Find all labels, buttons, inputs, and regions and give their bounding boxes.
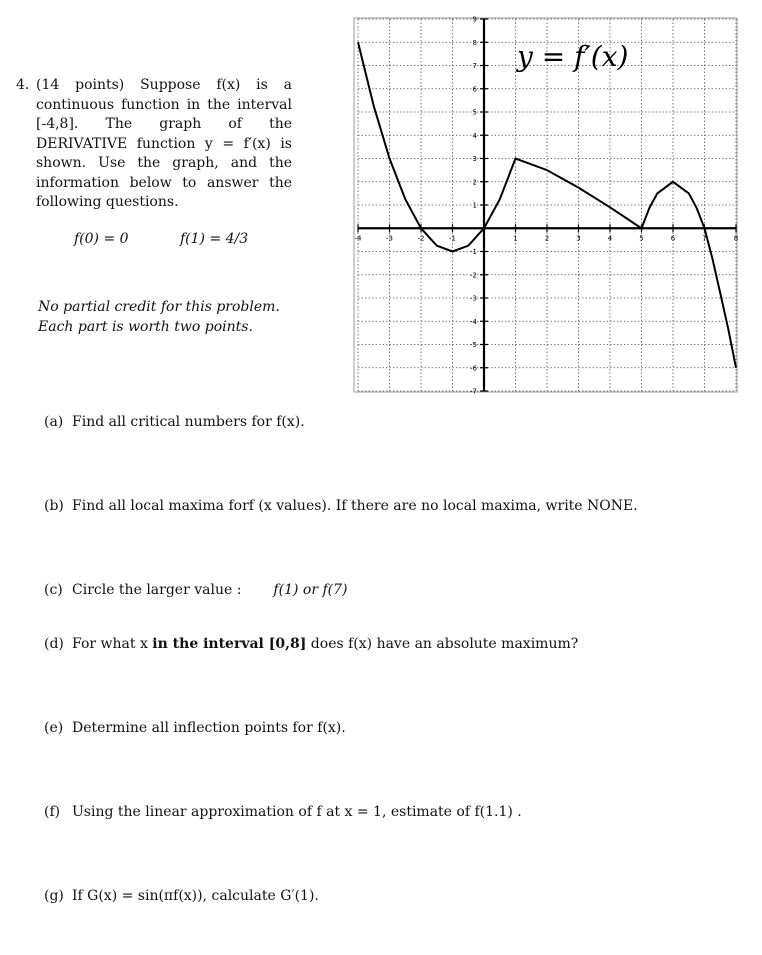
part-e xyxy=(44,720,346,736)
part-d-text-after: does f(x) have an absolute maximum? xyxy=(306,636,579,652)
part-a-text: Find all critical numbers for f(x). xyxy=(72,414,305,430)
y-tick-label: -1 xyxy=(470,248,477,256)
part-c-text: Circle the larger value : xyxy=(72,582,242,598)
problem-number: 4. xyxy=(16,77,30,93)
given-f0: f(0) = 0 xyxy=(74,231,129,247)
part-b xyxy=(44,498,638,514)
y-tick-label: 1 xyxy=(472,201,477,210)
y-tick-label: -4 xyxy=(470,317,477,326)
x-tick-label: 7 xyxy=(702,234,707,243)
part-c-choice[interactable]: f(1) or f(7) xyxy=(273,582,348,598)
x-tick-label: 2 xyxy=(544,234,550,243)
part-e-text: Determine all inflection points for f(x). xyxy=(72,720,346,736)
part-d-text-bold: in the interval [0,8] xyxy=(152,636,307,652)
x-tick-label: -4 xyxy=(354,234,362,243)
y-tick-label: 3 xyxy=(472,155,477,163)
x-tick-label: -3 xyxy=(386,234,393,243)
part-a xyxy=(44,414,305,430)
part-f-label: (f) xyxy=(44,804,61,820)
y-tick-label: -6 xyxy=(470,364,477,373)
y-tick-label: 6 xyxy=(472,85,477,94)
x-tick-label: -1 xyxy=(449,234,456,243)
x-tick-label: 8 xyxy=(733,234,739,243)
part-g xyxy=(44,888,319,904)
credit-note xyxy=(38,297,298,337)
credit-note-line-2: Each part is worth two points. xyxy=(38,319,253,335)
part-c xyxy=(44,582,347,598)
derivative-graph xyxy=(352,12,742,397)
y-tick-label: -7 xyxy=(470,387,477,396)
y-tick-label: -3 xyxy=(470,294,477,303)
x-tick-label: 5 xyxy=(639,234,644,243)
part-d xyxy=(44,636,578,652)
part-b-label: (b) xyxy=(44,498,64,514)
graph-label: y = f′(x) xyxy=(517,40,629,73)
part-f xyxy=(44,804,522,820)
part-b-text: Find all local maxima forf (x values). If there are no local maxima, write NONE. xyxy=(72,498,638,514)
problem-text: (14 points) Suppose f(x) is a continuous function in the interval [-4,8]. The graph of the DERIVATIVE function y = f′(x) is shown. Use the graph, and the information below to answer the following questions. xyxy=(36,77,292,210)
y-tick-label: 9 xyxy=(472,15,477,24)
part-d-label: (d) xyxy=(44,636,64,652)
x-tick-label: 1 xyxy=(513,234,518,243)
y-tick-label: -2 xyxy=(470,271,477,280)
y-tick-label: -5 xyxy=(470,341,477,349)
problem-statement xyxy=(16,76,292,213)
given-f1: f(1) = 4/3 xyxy=(180,231,249,247)
x-tick-label: -2 xyxy=(417,234,425,243)
y-tick-label: 7 xyxy=(472,62,477,70)
part-g-text: If G(x) = sin(πf(x)), calculate G′(1). xyxy=(72,888,319,904)
y-tick-label: 4 xyxy=(472,131,477,140)
y-tick-label: 8 xyxy=(472,38,477,47)
part-f-text: Using the linear approximation of f at x = 1, estimate of f(1.1) . xyxy=(72,804,522,820)
part-c-label: (c) xyxy=(44,582,63,598)
x-tick-label: 4 xyxy=(607,234,613,243)
y-tick-label: 2 xyxy=(472,178,477,187)
y-tick-label: 5 xyxy=(472,108,477,117)
part-a-label: (a) xyxy=(44,414,64,430)
x-tick-label: 3 xyxy=(576,234,581,243)
part-d-text-before: For what x xyxy=(72,636,153,652)
part-g-label: (g) xyxy=(44,888,64,904)
credit-note-line-1: No partial credit for this problem. xyxy=(38,299,280,315)
x-tick-label: 6 xyxy=(670,234,676,243)
part-e-label: (e) xyxy=(44,720,64,736)
